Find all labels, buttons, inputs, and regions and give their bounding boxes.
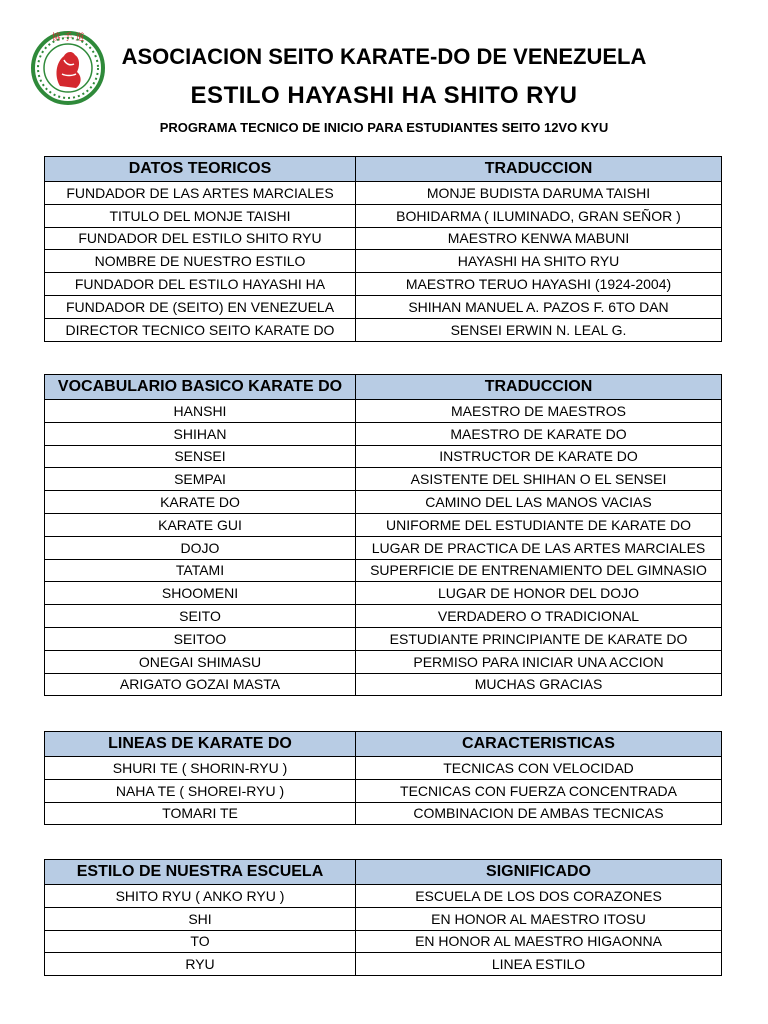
column-header: TRADUCCION [356,157,722,182]
table-row [45,491,722,514]
table-header-row [45,860,722,885]
term-cell: FUNDADOR DE (SEITO) EN VENEZUELA [45,295,356,318]
meaning-cell: SHIHAN MANUEL A. PAZOS F. 6TO DAN [356,295,722,318]
meaning-cell: SUPERFICIE DE ENTRENAMIENTO DEL GIMNASIO [356,559,722,582]
column-header: LINEAS DE KARATE DO [45,732,356,757]
term-cell: SHOOMENI [45,582,356,605]
term-cell: SEMPAI [45,468,356,491]
meaning-cell: PERMISO PARA INICIAR UNA ACCION [356,650,722,673]
term-cell: ONEGAI SHIMASU [45,650,356,673]
meaning-cell: TECNICAS CON FUERZA CONCENTRADA [356,779,722,802]
meaning-cell: SENSEI ERWIN N. LEAL G. [356,318,722,341]
table-row [45,673,722,696]
table-header-row [45,732,722,757]
table-row [45,802,722,825]
term-cell: HANSHI [45,400,356,423]
table-row [45,227,722,250]
karate-lines-table [44,731,722,825]
meaning-cell: CAMINO DEL LAS MANOS VACIAS [356,491,722,514]
table-row [45,627,722,650]
document-subtitle: ESTILO HAYASHI HA SHITO RYU [190,82,578,109]
table-row [45,953,722,976]
meaning-cell: INSTRUCTOR DE KARATE DO [356,445,722,468]
table-row [45,582,722,605]
table-row [45,605,722,628]
program-title: PROGRAMA TECNICO DE INICIO PARA ESTUDIANTES SEITO 12VO KYU [159,120,609,135]
term-cell: SEITO [45,605,356,628]
term-cell: TO [45,930,356,953]
column-header: SIGNIFICADO [356,860,722,885]
term-cell: NAHA TE ( SHOREI-RYU ) [45,779,356,802]
term-cell: KARATE DO [45,491,356,514]
term-cell: RYU [45,953,356,976]
term-cell: SENSEI [45,445,356,468]
table-row [45,885,722,908]
meaning-cell: EN HONOR AL MAESTRO HIGAONNA [356,930,722,953]
term-cell: NOMBRE DE NUESTRO ESTILO [45,250,356,273]
meaning-cell: COMBINACION DE AMBAS TECNICAS [356,802,722,825]
table-row [45,907,722,930]
term-cell: SHURI TE ( SHORIN-RYU ) [45,757,356,780]
term-cell: TATAMI [45,559,356,582]
table-row [45,204,722,227]
table-row [45,757,722,780]
meaning-cell: TECNICAS CON VELOCIDAD [356,757,722,780]
meaning-cell: MONJE BUDISTA DARUMA TAISHI [356,182,722,205]
term-cell: FUNDADOR DEL ESTILO HAYASHI HA [45,273,356,296]
term-cell: KARATE GUI [45,513,356,536]
column-header: ESTILO DE NUESTRA ESCUELA [45,860,356,885]
document-title: ASOCIACION SEITO KARATE-DO DE VENEZUELA [121,44,647,69]
term-cell: SHI [45,907,356,930]
table-header-row [45,157,722,182]
meaning-cell: BOHIDARMA ( ILUMINADO, GRAN SEÑOR ) [356,204,722,227]
table-row [45,182,722,205]
table-row [45,559,722,582]
meaning-cell: LINEA ESTILO [356,953,722,976]
vocabulary-table [44,374,722,696]
meaning-cell: HAYASHI HA SHITO RYU [356,250,722,273]
term-cell: DOJO [45,536,356,559]
meaning-cell: MAESTRO DE MAESTROS [356,400,722,423]
meaning-cell: ESCUELA DE LOS DOS CORAZONES [356,885,722,908]
table-row [45,273,722,296]
table-row [45,536,722,559]
column-header: DATOS TEORICOS [45,157,356,182]
term-cell: ARIGATO GOZAI MASTA [45,673,356,696]
column-header: CARACTERISTICAS [356,732,722,757]
theory-table [44,156,722,342]
meaning-cell: ASISTENTE DEL SHIHAN O EL SENSEI [356,468,722,491]
term-cell: SHIHAN [45,422,356,445]
meaning-cell: VERDADERO O TRADICIONAL [356,605,722,628]
table-row [45,318,722,341]
meaning-cell: ESTUDIANTE PRINCIPIANTE DE KARATE DO [356,627,722,650]
term-cell: FUNDADOR DEL ESTILO SHITO RYU [45,227,356,250]
table-row [45,650,722,673]
table-row [45,400,722,423]
column-header: VOCABULARIO BASICO KARATE DO [45,375,356,400]
meaning-cell: EN HONOR AL MAESTRO ITOSU [356,907,722,930]
column-header: TRADUCCION [356,375,722,400]
table-row [45,930,722,953]
meaning-cell: MAESTRO TERUO HAYASHI (1924-2004) [356,273,722,296]
term-cell: TITULO DEL MONJE TAISHI [45,204,356,227]
term-cell: SHITO RYU ( ANKO RYU ) [45,885,356,908]
term-cell: SEITOO [45,627,356,650]
table-row [45,422,722,445]
table-row [45,445,722,468]
table-row [45,250,722,273]
school-style-table [44,859,722,976]
table-row [45,513,722,536]
svg-text:協 手 道: 協 手 道 [51,33,85,43]
meaning-cell: MAESTRO KENWA MABUNI [356,227,722,250]
meaning-cell: LUGAR DE PRACTICA DE LAS ARTES MARCIALES [356,536,722,559]
meaning-cell: MUCHAS GRACIAS [356,673,722,696]
table-row [45,295,722,318]
table-header-row [45,375,722,400]
term-cell: TOMARI TE [45,802,356,825]
term-cell: DIRECTOR TECNICO SEITO KARATE DO [45,318,356,341]
meaning-cell: UNIFORME DEL ESTUDIANTE DE KARATE DO [356,513,722,536]
meaning-cell: LUGAR DE HONOR DEL DOJO [356,582,722,605]
meaning-cell: MAESTRO DE KARATE DO [356,422,722,445]
term-cell: FUNDADOR DE LAS ARTES MARCIALES [45,182,356,205]
table-row [45,779,722,802]
table-row [45,468,722,491]
